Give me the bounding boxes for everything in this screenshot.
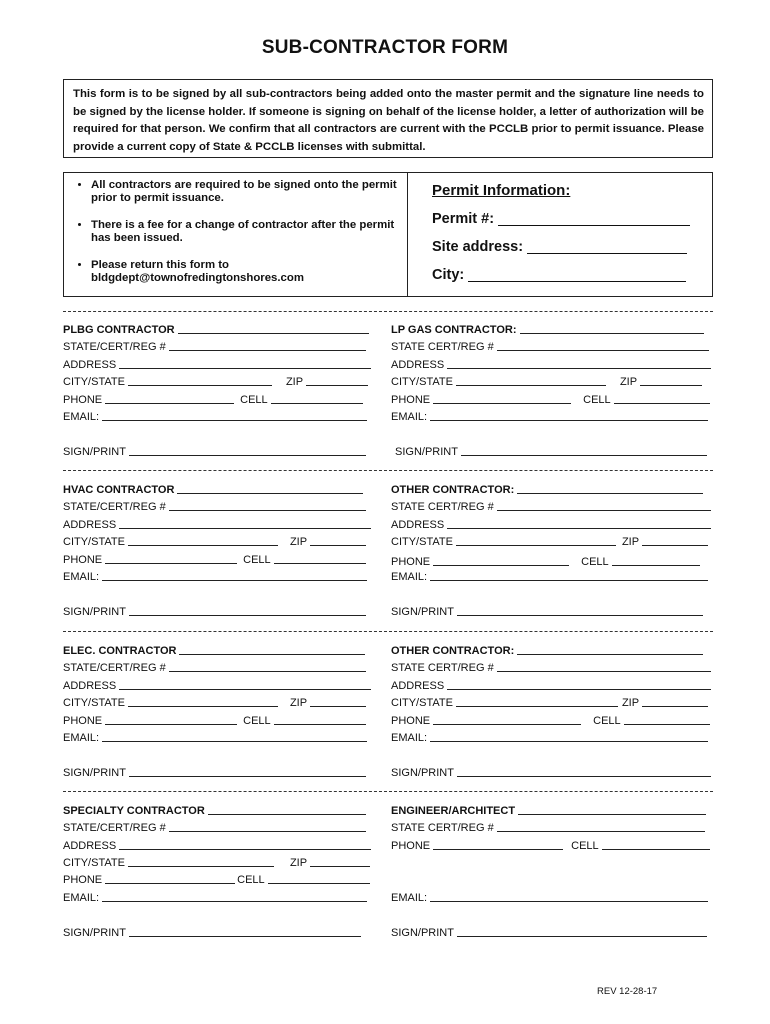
- plbg-email-field[interactable]: [102, 409, 367, 421]
- permit-information-heading: Permit Information:: [432, 182, 571, 199]
- specialty-cell-field[interactable]: [268, 872, 370, 884]
- cell-label: CELL: [593, 715, 621, 727]
- elec-phone-field[interactable]: [105, 713, 237, 725]
- state-cert-label: STATE CERT/REG #: [391, 501, 494, 513]
- specialty-zip-field[interactable]: [310, 855, 370, 867]
- plbg-name-field[interactable]: [178, 322, 369, 334]
- hvac-signature-field[interactable]: [129, 604, 366, 616]
- address-label: ADDRESS: [63, 359, 117, 371]
- note-change-fee: • There is a fee for a change of contractor after the permit has been issued.: [91, 219, 407, 245]
- state-cert-label: STATE/CERT/REG #: [63, 822, 166, 834]
- email-label: EMAIL:: [63, 411, 100, 423]
- site-address-field[interactable]: [527, 238, 687, 254]
- lp-gas-signature-field[interactable]: [461, 444, 707, 456]
- hvac-city-field[interactable]: [128, 534, 278, 546]
- lp-gas-cell-field[interactable]: [614, 392, 710, 404]
- elec-zip-field[interactable]: [310, 695, 366, 707]
- specialty-city-field[interactable]: [128, 855, 274, 867]
- elec-license-field[interactable]: [169, 660, 366, 672]
- elec-address-field[interactable]: [119, 678, 371, 690]
- section-divider: [63, 631, 713, 632]
- elec-signature-field[interactable]: [129, 765, 366, 777]
- instructions-box: This form is to be signed by all sub-contractors being added onto the master permit and the signature line needs to be signed by the license holder. If someone is signing on behalf of the license holder, a letter of authorization will be required for that person. We confirm that all contractors are current with the PCCLB prior to permit issuance. Please provide a current copy of State & PCCLB licenses with submittal.: [63, 79, 713, 158]
- other2-address-field[interactable]: [447, 678, 711, 690]
- cell-label: CELL: [581, 556, 609, 568]
- other1-signature-field[interactable]: [457, 604, 703, 616]
- other2-city-field[interactable]: [456, 695, 618, 707]
- section-divider: [63, 470, 713, 471]
- hvac-cell-field[interactable]: [274, 552, 366, 564]
- permit-number-row: [432, 210, 712, 227]
- elec-email-field[interactable]: [102, 730, 367, 742]
- hvac-contractor-heading: HVAC CONTRACTOR: [63, 484, 175, 496]
- address-label: ADDRESS: [391, 680, 445, 692]
- email-label: EMAIL:: [391, 571, 428, 583]
- engineer-email-field[interactable]: [430, 890, 708, 902]
- zip-label: ZIP: [289, 857, 308, 869]
- state-cert-label: STATE/CERT/REG #: [63, 662, 166, 674]
- state-cert-label: STATE CERT/REG #: [391, 822, 494, 834]
- email-label: EMAIL:: [63, 732, 100, 744]
- city-state-label: CITY/STATE: [63, 697, 125, 709]
- lp-gas-phone-field[interactable]: [433, 392, 571, 404]
- elec-name-field[interactable]: [179, 643, 365, 655]
- sign-print-label: SIGN/PRINT: [391, 927, 454, 939]
- plbg-phone-field[interactable]: [105, 392, 234, 404]
- other1-address-field[interactable]: [447, 517, 711, 529]
- city-state-label: CITY/STATE: [63, 857, 125, 869]
- plbg-city-field[interactable]: [128, 374, 272, 386]
- specialty-phone-field[interactable]: [105, 872, 235, 884]
- lp-gas-address-field[interactable]: [447, 357, 711, 369]
- phone-label: PHONE: [391, 840, 431, 852]
- lp-gas-contractor-heading: LP GAS CONTRACTOR:: [391, 324, 517, 336]
- engineer-name-field[interactable]: [518, 803, 706, 815]
- city-state-label: CITY/STATE: [63, 536, 125, 548]
- city-label: City:: [432, 267, 465, 283]
- revision-label: REV 12-28-17: [597, 986, 658, 997]
- plbg-license-field[interactable]: [169, 339, 366, 351]
- zip-label: ZIP: [621, 697, 640, 709]
- other2-name-field[interactable]: [517, 643, 703, 655]
- elec-contractor-heading: ELEC. CONTRACTOR: [63, 645, 177, 657]
- note-return-email: • Please return this form to bldgdept@townofredingtonshores.com: [91, 259, 407, 285]
- other1-name-field[interactable]: [517, 482, 703, 494]
- section-divider: [63, 311, 713, 312]
- specialty-name-field[interactable]: [208, 803, 366, 815]
- state-cert-label: STATE/CERT/REG #: [63, 501, 166, 513]
- email-label: EMAIL:: [391, 892, 428, 904]
- lp-gas-name-field[interactable]: [520, 322, 704, 334]
- hvac-license-field[interactable]: [169, 499, 366, 511]
- city-state-label: CITY/STATE: [391, 376, 453, 388]
- city-state-label: CITY/STATE: [63, 376, 125, 388]
- cell-label: CELL: [571, 840, 599, 852]
- other2-cell-field[interactable]: [624, 713, 710, 725]
- email-label: EMAIL:: [391, 411, 428, 423]
- other2-email-field[interactable]: [430, 730, 708, 742]
- engineer-signature-field[interactable]: [457, 925, 707, 937]
- lp-gas-zip-field[interactable]: [640, 374, 702, 386]
- address-label: ADDRESS: [63, 680, 117, 692]
- phone-label: PHONE: [391, 394, 431, 406]
- plbg-zip-field[interactable]: [306, 374, 368, 386]
- state-cert-label: STATE/CERT/REG #: [63, 341, 166, 353]
- specialty-contractor-heading: SPECIALTY CONTRACTOR: [63, 805, 205, 817]
- phone-label: PHONE: [63, 874, 103, 886]
- other1-cell-field[interactable]: [612, 554, 700, 566]
- permit-number-field[interactable]: [498, 210, 690, 226]
- other2-license-field[interactable]: [497, 660, 711, 672]
- plbg-signature-field[interactable]: [129, 444, 366, 456]
- other1-license-field[interactable]: [497, 499, 711, 511]
- cell-label: CELL: [237, 874, 265, 886]
- sign-print-label: SIGN/PRINT: [63, 767, 126, 779]
- city-state-label: CITY/STATE: [391, 697, 453, 709]
- site-address-row: [432, 238, 712, 255]
- engineer-cell-field[interactable]: [602, 838, 710, 850]
- address-label: ADDRESS: [63, 519, 117, 531]
- other1-city-field[interactable]: [456, 534, 616, 546]
- state-cert-label: STATE CERT/REG #: [391, 662, 494, 674]
- plbg-address-field[interactable]: [119, 357, 371, 369]
- phone-label: PHONE: [63, 715, 103, 727]
- city-field[interactable]: [468, 266, 686, 282]
- lp-gas-license-field[interactable]: [497, 339, 709, 351]
- lp-gas-city-field[interactable]: [456, 374, 606, 386]
- address-label: ADDRESS: [391, 519, 445, 531]
- elec-city-field[interactable]: [128, 695, 278, 707]
- phone-label: PHONE: [63, 554, 103, 566]
- phone-label: PHONE: [391, 556, 431, 568]
- zip-label: ZIP: [621, 536, 640, 548]
- hvac-address-field[interactable]: [119, 517, 371, 529]
- permit-information-box: [407, 172, 713, 297]
- sign-print-label: SIGN/PRINT: [63, 446, 126, 458]
- hvac-email-field[interactable]: [102, 569, 367, 581]
- phone-label: PHONE: [63, 394, 103, 406]
- email-label: EMAIL:: [391, 732, 428, 744]
- cell-label: CELL: [243, 554, 271, 566]
- permit-number-label: Permit #:: [432, 211, 495, 227]
- specialty-signature-field[interactable]: [129, 925, 361, 937]
- other1-phone-field[interactable]: [433, 554, 569, 566]
- zip-label: ZIP: [289, 536, 308, 548]
- other-contractor-1-heading: OTHER CONTRACTOR:: [391, 484, 515, 496]
- sign-print-label: SIGN/PRINT: [63, 927, 126, 939]
- sign-print-label: SIGN/PRINT: [395, 446, 458, 458]
- sign-print-label: SIGN/PRINT: [63, 606, 126, 618]
- other1-zip-field[interactable]: [642, 534, 708, 546]
- plbg-contractor-heading: PLBG CONTRACTOR: [63, 324, 175, 336]
- notes-box: [63, 172, 407, 297]
- plbg-cell-field[interactable]: [271, 392, 363, 404]
- hvac-zip-field[interactable]: [310, 534, 366, 546]
- engineer-phone-field[interactable]: [433, 838, 563, 850]
- cell-label: CELL: [583, 394, 611, 406]
- engineer-license-field[interactable]: [497, 820, 705, 832]
- hvac-name-field[interactable]: [177, 482, 363, 494]
- zip-label: ZIP: [619, 376, 638, 388]
- phone-label: PHONE: [391, 715, 431, 727]
- address-label: ADDRESS: [391, 359, 445, 371]
- elec-cell-field[interactable]: [274, 713, 366, 725]
- lp-gas-email-field[interactable]: [430, 409, 708, 421]
- specialty-email-field[interactable]: [102, 890, 367, 902]
- form-title: SUB-CONTRACTOR FORM: [261, 37, 509, 58]
- cell-label: CELL: [243, 715, 271, 727]
- site-address-label: Site address:: [432, 239, 524, 255]
- other2-zip-field[interactable]: [642, 695, 708, 707]
- zip-label: ZIP: [285, 376, 304, 388]
- address-label: ADDRESS: [63, 840, 117, 852]
- sign-print-label: SIGN/PRINT: [391, 767, 454, 779]
- engineer-architect-heading: ENGINEER/ARCHITECT: [391, 805, 516, 817]
- city-state-label: CITY/STATE: [391, 536, 453, 548]
- other2-signature-field[interactable]: [457, 765, 711, 777]
- sign-print-label: SIGN/PRINT: [391, 606, 454, 618]
- zip-label: ZIP: [289, 697, 308, 709]
- specialty-address-field[interactable]: [119, 838, 371, 850]
- email-label: EMAIL:: [63, 571, 100, 583]
- note-signed-before-issuance: • All contractors are required to be signed onto the permit prior to permit issuance.: [91, 179, 407, 205]
- hvac-phone-field[interactable]: [105, 552, 237, 564]
- specialty-license-field[interactable]: [169, 820, 366, 832]
- other2-phone-field[interactable]: [433, 713, 581, 725]
- section-divider: [63, 791, 713, 792]
- city-row: [432, 266, 712, 283]
- other1-email-field[interactable]: [430, 569, 708, 581]
- state-cert-label: STATE CERT/REG #: [391, 341, 494, 353]
- cell-label: CELL: [240, 394, 268, 406]
- email-label: EMAIL:: [63, 892, 100, 904]
- other-contractor-2-heading: OTHER CONTRACTOR:: [391, 645, 515, 657]
